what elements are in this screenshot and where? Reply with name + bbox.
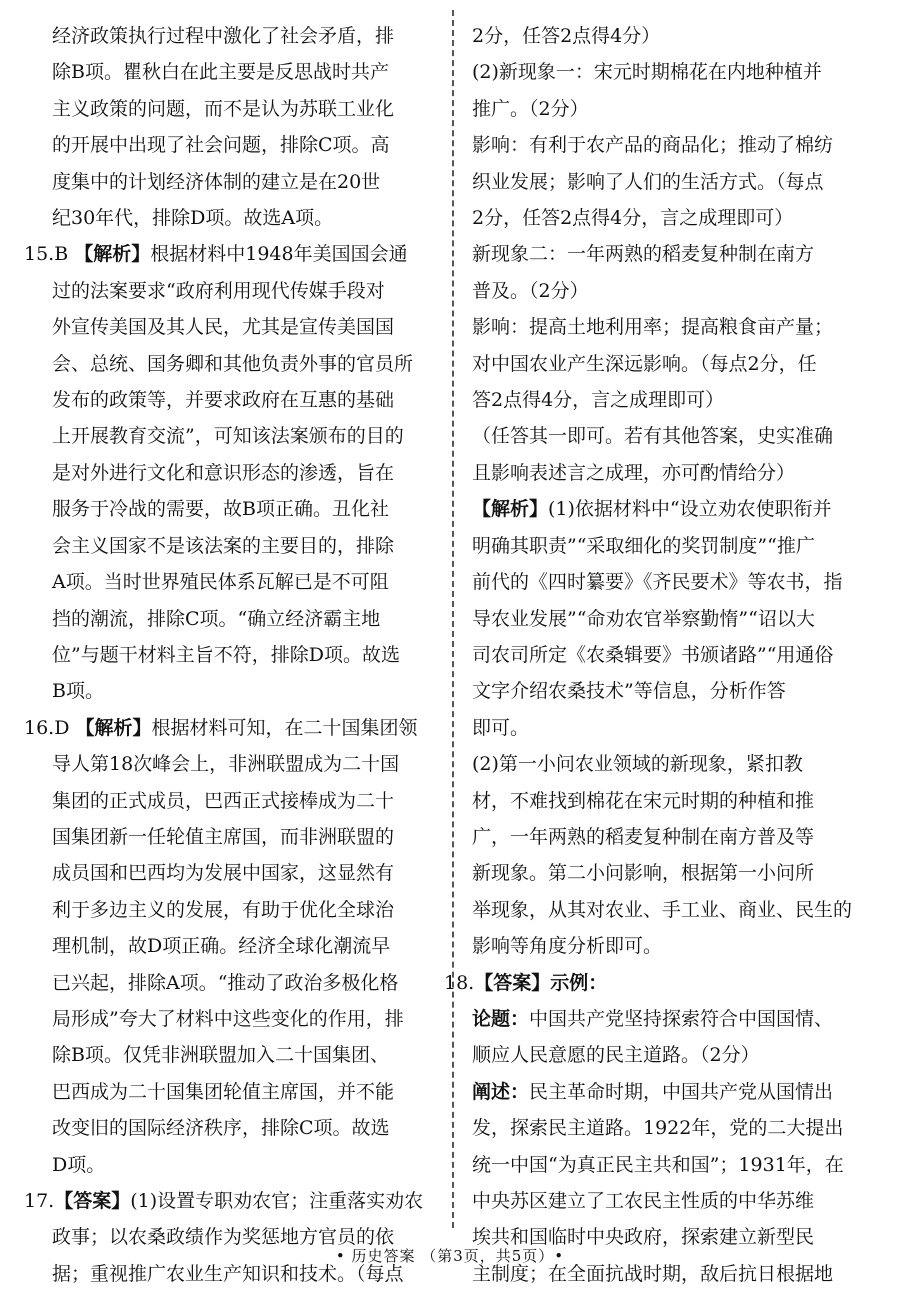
text-line: 发，探索民主道路。1922年，党的二大提出	[472, 1117, 844, 1140]
q16-number: 16.D	[24, 716, 70, 739]
text-line: B项。	[52, 680, 104, 703]
text-line: 国集团新一任轮值主席国，而非洲联盟的	[52, 825, 395, 848]
text-line: 上开展教育交流”，可知该法案颁布的目的	[52, 425, 404, 448]
text-line: 影响：有利于农产品的商品化；推动了棉纺	[472, 134, 834, 157]
text-line: 除B项。仅凭非洲联盟加入二十国集团、	[52, 1044, 389, 1067]
thesis-line	[472, 1001, 864, 1037]
text-line: 成员国和巴西均为发展中国家，这显然有	[52, 862, 395, 885]
text-line: 埃共和国临时中央政府，探索建立新型民	[472, 1226, 815, 1249]
text-line: 经济政策执行过程中激化了社会矛盾，排	[52, 25, 395, 47]
text-line: 广，一年两熟的稻麦复种制在南方普及等	[472, 825, 815, 848]
page-footer: • 历史答案 （第3页，共5页）•	[335, 1247, 565, 1265]
question-16	[24, 710, 432, 1183]
text-line: 答2点得4分，言之成理即可）	[472, 389, 725, 412]
analysis-tag: 【解析】	[472, 498, 549, 521]
text-line: 主义政策的问题，而不是认为苏联工业化	[52, 97, 395, 120]
text-line: (1)设置专职劝农官；注重落实劝农	[130, 1190, 424, 1212]
q16-first-line	[24, 710, 432, 746]
text-line: 服务于冷战的需要，故B项正确。丑化社	[52, 498, 389, 521]
text-line: （任答其一即可。若有其他答案，史实准确	[472, 425, 834, 448]
q15-first-line	[24, 236, 432, 272]
text-line: 明确其职责”“采取细化的奖罚制度”“推广	[472, 534, 815, 557]
elaboration-tag: 阐述：	[472, 1080, 530, 1103]
question-15	[24, 236, 432, 709]
analysis-first-line	[472, 491, 864, 527]
text-line: 新现象二：一年两熟的稻麦复种制在南方	[472, 243, 815, 266]
q17-analysis	[472, 491, 864, 964]
text-line: 已兴起，排除A项。“推动了政治多极化格	[52, 971, 399, 994]
text-line: 顺应人民意愿的民主道路。（2分）	[472, 1044, 760, 1067]
text-line: 是对外进行文化和意识形态的渗透，旨在	[52, 461, 395, 484]
answer-tag: 【答案】	[54, 1190, 131, 1212]
text-line: 影响等角度分析即可。	[472, 935, 663, 958]
text-line: 根据材料中1948年美国国会通	[150, 243, 408, 266]
thesis-tag: 论题：	[472, 1007, 530, 1030]
text-line: 2分，任答2点得4分，言之成理即可）	[472, 207, 794, 230]
text-line: 过的法案要求“政府利用现代传媒手段对	[52, 279, 385, 302]
text-line: D项。	[52, 1153, 106, 1176]
text-line: 挡的潮流，排除C项。“确立经济霸主地	[52, 607, 381, 630]
text-line: 导农业发展”“命劝农官举察勤惰”“诏以大	[472, 607, 815, 630]
text-line: 主制度；在全面抗战时期，敌后抗日根据地	[472, 1262, 834, 1285]
text-line: 材，不难找到棉花在宋元时期的种植和推	[472, 789, 815, 812]
text-line: (1)依据材料中“设立劝农使职衔并	[548, 498, 832, 521]
text-line: 集团的正式成员，巴西正式接棒成为二十	[52, 789, 395, 812]
answer-tag: 【答案】	[474, 971, 551, 994]
text-line: (2)新现象一：宋元时期棉花在内地种植并	[472, 61, 822, 84]
text-line: 除B项。瞿秋白在此主要是反思战时共产	[52, 61, 389, 84]
text-line: 司农司所定《农桑辑要》书颁诸路”“用通俗	[472, 643, 834, 666]
text-line: 普及。（2分）	[472, 279, 589, 302]
text-line: 纪30年代，排除D项。故选A项。	[52, 207, 334, 230]
text-line: 即可。	[472, 716, 530, 739]
text-line: 民主革命时期，中国共产党从国情出	[529, 1080, 834, 1103]
text-line: 位”与题干材料主旨不符，排除D项。故选	[52, 643, 400, 666]
text-line: 新现象。第二小问影响，根据第一小问所	[472, 862, 815, 885]
text-line: 中国共产党坚持探索符合中国国情、	[529, 1007, 834, 1030]
text-line: 对中国农业产生深远影响。（每点2分，任	[472, 352, 817, 375]
text-line: 根据材料可知，在二十国集团领	[151, 716, 418, 739]
text-line: 2分，任答2点得4分）	[472, 25, 661, 47]
text-line: 举现象，从其对农业、手工业、商业、民生的	[472, 898, 853, 921]
text-line: 导人第18次峰会上，非洲联盟成为二十国	[52, 753, 400, 776]
text-line: 外宣传美国及其人民，尤其是宣传美国国	[52, 316, 395, 339]
analysis-tag: 【解析】	[75, 716, 152, 739]
text-line: A项。当时世界殖民体系瓦解已是不可阻	[52, 571, 389, 594]
text-line: 局形成”夸大了材料中这些变化的作用，排	[52, 1007, 404, 1030]
text-line: (2)第一小问农业领域的新现象，紧扣教	[472, 753, 803, 776]
text-line: 统一中国“为真正民主共和国”；1931年，在	[472, 1153, 844, 1176]
text-line: 推广。（2分）	[472, 97, 589, 120]
text-line: 会、总统、国务卿和其他负责外事的官员所	[52, 352, 414, 375]
q15-number: 15.B	[24, 243, 69, 266]
text-line: 且影响表述言之成理，亦可酌情给分）	[472, 461, 796, 484]
q17-continued	[472, 18, 864, 491]
text-line: 据；重视推广农业生产知识和技术。（每点	[52, 1262, 404, 1285]
q17-first-line	[24, 1183, 432, 1219]
text-line: 发布的政策等，并要求政府在互惠的基础	[52, 389, 395, 412]
column-divider	[452, 10, 454, 1228]
text-line: 利于多边主义的发展，有助于优化全球治	[52, 898, 395, 921]
q18-number: 18.	[444, 971, 475, 994]
text-line: 理机制，故D项正确。经济全球化潮流早	[52, 935, 391, 958]
text-line: 示例：	[550, 971, 608, 994]
text-line: 前代的《四时纂要》《齐民要术》等农书，指	[472, 571, 843, 594]
text-line: 度集中的计划经济体制的建立是在20世	[52, 170, 381, 193]
question-17	[24, 1183, 432, 1292]
analysis-tag: 【解析】	[74, 243, 151, 266]
text-line: 会主义国家不是该法案的主要目的，排除	[52, 534, 395, 557]
continued-text	[52, 18, 432, 236]
text-line: 影响：提高土地利用率；提高粮食亩产量；	[472, 316, 834, 339]
text-line: 的开展中出现了社会问题，排除C项。高	[52, 134, 390, 157]
q18-first-line	[444, 965, 864, 1001]
text-line: 中央苏区建立了工农民主性质的中华苏维	[472, 1190, 815, 1212]
left-column	[24, 18, 432, 1292]
text-line: 改变旧的国际经济秩序，排除C项。故选	[52, 1117, 390, 1140]
text-line: 织业发展；影响了人们的生活方式。（每点	[472, 170, 824, 193]
text-line: 巴西成为二十国集团轮值主席国，并不能	[52, 1080, 395, 1103]
q17-number: 17.	[24, 1190, 55, 1212]
text-line: 文字介绍农桑技术”等信息，分析作答	[472, 680, 786, 703]
elaboration-line	[472, 1074, 864, 1110]
text-line: 政事；以农桑政绩作为奖惩地方官员的依	[52, 1226, 395, 1249]
